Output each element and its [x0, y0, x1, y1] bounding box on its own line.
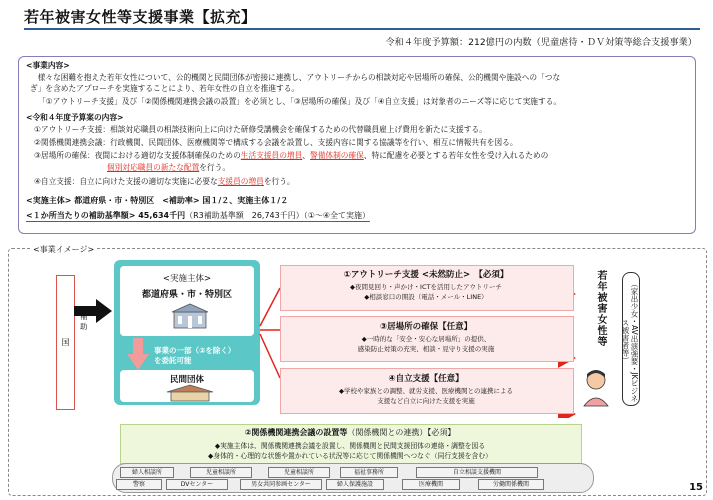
y3-text-b: 、特に配慮を必要とする若年女性を受け入れるための [363, 151, 549, 160]
house-icon [165, 384, 215, 402]
outreach-line-2: ◆相談窓口の開設（電話・メール・LINE） [364, 293, 488, 301]
yosan-item-3 [34, 150, 548, 161]
org-cell: 男女共同参画センター [240, 479, 322, 490]
yosan-item-3-cont [107, 162, 230, 173]
renkei-title-sub: （関係機関との連携）【必須】 [347, 428, 456, 437]
person-icon [580, 368, 612, 408]
page-number: 15 [689, 482, 703, 493]
jisshi-label: <実施主体> [162, 274, 212, 284]
renkei-line-2: ◆身体的・心理的な状態や置かれている状況等に応じて関係機関へつなぐ（同行支援を含む） [208, 452, 492, 460]
org-cell: 児童相談所 [190, 467, 252, 478]
yosan-item-2: ②関係機関連携会議：行政機関、民間団体、医療機関等で構成する会議を設置し、支援内容に関する協議等を行い、相互に情報共有を図る。 [34, 138, 518, 147]
y3-red-3: 個別対応職員の新たな配置 [107, 163, 200, 172]
budget-line: 令和４年度予算額：212億円の内数（児童虐待・ＤＶ対策等総合支援事業） [385, 37, 697, 48]
jiritsu-title: ④自立支援【任意】 [388, 374, 464, 384]
org-cell: 婦人相談所 [120, 467, 174, 478]
page-title: 若年被害女性等支援事業【拡充】 [24, 8, 257, 26]
org-cell: 医療機関 [402, 479, 460, 490]
ibasho-line-1: ◆一時的な「安全・安心な居場所」の提供、 [361, 335, 491, 343]
org-cell: 児童相談所 [268, 467, 330, 478]
y3-red-1: 生活支援員の増員 [240, 151, 303, 160]
hojo-label: 補助 [80, 312, 88, 331]
y3-red-2: 警備体制の確保 [310, 151, 364, 160]
org-cell: DVセンター [166, 479, 228, 490]
renkei-title-main: ②関係機関連携会議の設置等 [244, 428, 348, 437]
org-cell: 労働関係機関 [478, 479, 544, 490]
target-sub: （家出少女・AV出演強要・JKビジネス被害者等） [622, 272, 640, 406]
kuni-box [56, 275, 75, 410]
org-cell: 自立相談支援機関 [416, 467, 538, 478]
outreach-line-1: ◆夜間見回り・声かけ・ICTを活用したアウトリーチ [350, 283, 502, 291]
shutai-line: <実施主体> 都道府県・市・特別区 <補助率> 国１/２、実施主体１/２ [26, 196, 289, 205]
minkan-label: 民間団体 [169, 375, 204, 385]
kijun-line [26, 210, 370, 222]
itaku-down-arrow [126, 338, 150, 372]
outreach-title: ①アウトリーチ支援 <未然防止> 【必須】 [343, 270, 509, 280]
image-section-label: <事業イメージ> [30, 244, 97, 255]
kijun-note: （R3補助基準額 26,743千円）（①～④全て実施） [185, 211, 371, 220]
jiritsu-line-1: ◆学校や家族との調整、就労支援、医療機関との連携による [339, 387, 513, 395]
jiritsu-line-2: 支援など自立に向けた支援を実施 [377, 397, 475, 405]
naiyo-line-1: 様々な困難を抱えた若年女性について、公的機関と民間団体が密接に連携し、アウトリーチからの相談対応や居場所の確保、公的機関や施設への「つな [30, 73, 561, 82]
yosan-item-4 [34, 176, 295, 187]
kuni-label: 国 [61, 338, 70, 347]
y4-text-a: ④自立支援：自立に向けた支援の適切な実施に必要な [34, 177, 218, 186]
kijun-label: <１か所当たりの補助基準額> [26, 211, 139, 220]
y3-text-c: を行う。 [199, 163, 231, 172]
target-label: 若年被害女性等 [595, 270, 606, 347]
kijun-amount: 45,634千円 [138, 211, 186, 220]
renkei-title [120, 427, 580, 438]
title-rule [24, 28, 700, 30]
renkei-line-1: ◆実施主体は、関係機関連携会議を設置し、関係機関と民間支援団体の連絡・調整を図る [214, 442, 486, 450]
jisshi-name: 都道府県・市・特別区 [141, 290, 232, 300]
org-cell: 警察 [116, 479, 162, 490]
itaku-label: 事業の一部（②を除く） を委託可能 [154, 346, 236, 365]
yosan-heading: <令和４年度予算案の内容> [26, 113, 124, 122]
government-building-icon [170, 302, 210, 330]
org-cell: 婦人保護施設 [326, 479, 384, 490]
org-cell: 福祉事務所 [340, 467, 398, 478]
ibasho-line-2: 感染防止対策の充実、相談・見守り支援の実施 [357, 345, 495, 353]
y4-text-b: を行う。 [263, 177, 295, 186]
naiyo-line-3: 「①アウトリーチ支援」及び「②関係機関連携会議の設置」を必須とし、「③居場所の確保」及び「④自立支援」は対象者のニーズ等に応じて実施する。 [38, 97, 562, 106]
y3-text-a: ③居場所の確保：夜間における適切な支援体制確保のための [34, 151, 241, 160]
y3-sep: 、 [302, 151, 310, 160]
naiyo-heading: <事業内容> [26, 61, 70, 70]
naiyo-line-2: ぎ」を含めたアプローチを実施することにより、若年女性の自立を推進する。 [30, 84, 300, 93]
y4-red: 支援員の増員 [217, 177, 264, 186]
ibasho-title: ③居場所の確保【任意】 [379, 322, 473, 332]
yosan-item-1: ①アウトリーチ支援：相談対応職員の相談技術向上に向けた研修受講機会を確保するための代替職員雇上げ費用を新たに支援する。 [34, 125, 487, 134]
